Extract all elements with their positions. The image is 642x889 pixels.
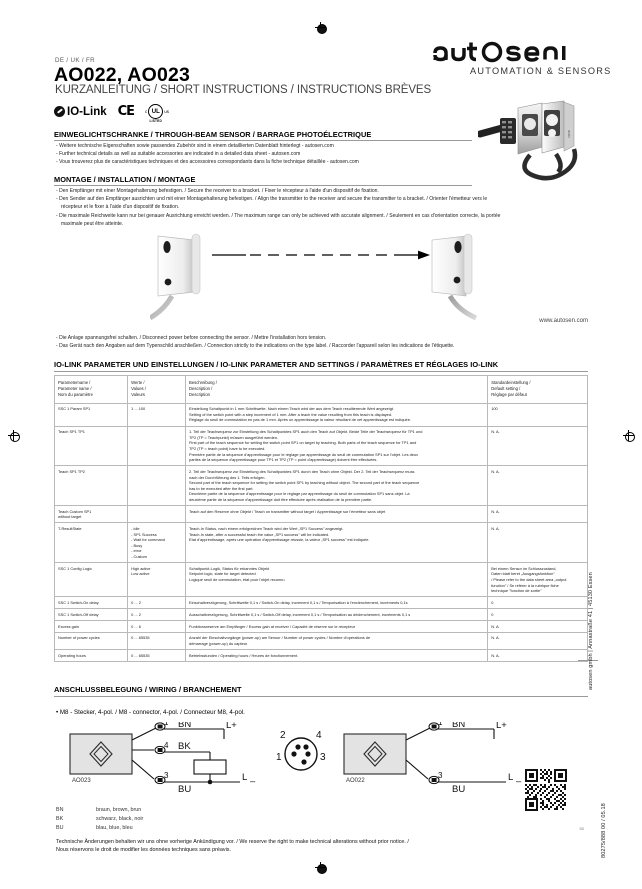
iolink-section-heading: IO-LINK PARAMETER UND EINSTELLUNGEN / IO-LINK PARAMETER AND SETTINGS / PARAMÈTRES ET RÉGLAGES IO-LINK xyxy=(54,360,499,369)
param-default-cell xyxy=(488,597,588,609)
cell-line: 2. Teil der Teachsequenz zur Einstellung des Schaltpunktes SP1 durch den Teach ohne Objekt. Der 2. Teil der Teachsequenz muss xyxy=(189,468,415,474)
cell-line: Teach-In Status, nach einem erfolgreichen Teach wird der Wert „SP1 Success" angezeigt. xyxy=(189,526,344,532)
cell-line: N. A. xyxy=(491,623,500,629)
cell-line: N. A. xyxy=(491,526,500,532)
cell-line: High active xyxy=(131,565,151,571)
cell-line: Setpoint logic, state for target detected xyxy=(189,571,256,577)
table-row xyxy=(55,632,588,649)
cell-line: deuxième partie de la séquence d'apprentissage doit être effectuée après réalisation de la première partie. xyxy=(189,496,373,502)
cell-line: 0 ... 2 xyxy=(131,611,141,617)
table-row xyxy=(55,597,588,609)
cell-line: Low active xyxy=(131,571,150,577)
disclaimer-line-2: Nous réservons le droit de modifier les données techniques sans préavis. xyxy=(56,847,231,854)
cell-line: Operating hours xyxy=(58,652,86,658)
pin-4-label: 4 xyxy=(316,730,322,741)
cell-line: T-ResultState xyxy=(58,526,82,532)
column-header-line: Standardeinstellung / xyxy=(491,380,531,385)
cell-line: Einstellung Schaltpunkt in 1 mm Schrittweite. Nach einem Teach wird der aus dem Teach resultierende Wert angezeigt. xyxy=(189,406,395,412)
wiring-diagram-ao023 xyxy=(70,722,256,795)
cell-line: N. A. xyxy=(491,429,500,435)
svg-text:L: L xyxy=(242,772,248,783)
svg-text:3: 3 xyxy=(164,771,169,780)
cell-line: démarrage (power-up) du capteur xyxy=(189,640,248,646)
cell-line: - idle xyxy=(131,526,140,532)
mounting-section-rule xyxy=(54,185,472,186)
sensor-section-heading: EINWEGLICHTSCHRANKE / THROUGH-BEAM SENSOR / BARRAGE PHOTOÉLECTRIQUE xyxy=(54,130,372,139)
param-values-cell xyxy=(128,506,186,523)
cell-line: 0 ... 6 xyxy=(131,623,141,629)
mounting-bullet-1: - Den Empfänger mit einer Montagehalterung befestigen. / Secure the receiver to a bracket. / Fixer le récepteur à l'aide d'un dispositif de fixation. xyxy=(56,188,379,194)
param-name-cell xyxy=(55,466,128,506)
cell-line: TP2 (TP = Teachpunkt) müssen ausgeführt werden. xyxy=(189,434,279,440)
param-default-cell xyxy=(488,426,588,466)
column-header xyxy=(186,376,488,404)
param-values-cell xyxy=(128,403,186,426)
cell-line: N. A. xyxy=(491,508,500,514)
company-address: autosen gmbh | Annastraße 41 | 45130 Essen xyxy=(588,572,594,690)
autosen-logo xyxy=(431,40,586,64)
cell-line: Funktionsreserve am Empfänger / Excess gain at receiver / Capacité de réserve sur le récepteur xyxy=(189,623,356,629)
svg-text:BU: BU xyxy=(178,784,192,795)
wiring-diagrams xyxy=(54,722,524,809)
cell-line: Bei einem Sensor im Schlusszustand, xyxy=(491,565,557,571)
param-name-cell xyxy=(55,632,128,649)
param-values-cell xyxy=(128,650,186,662)
svg-text:BN: BN xyxy=(178,722,192,730)
cell-line: 0 ... 65535 xyxy=(131,635,150,641)
param-values-cell xyxy=(128,620,186,632)
param-name-cell xyxy=(55,620,128,632)
cell-line: SSC 1 Config Logic xyxy=(58,565,92,571)
param-name-cell xyxy=(55,403,128,426)
cell-line: Setting of the switch point with a step increment of 1 mm. After a teach the value resulting from this teach is displayed. xyxy=(189,411,393,417)
column-header xyxy=(128,376,186,404)
cell-line: Ausschaltverzögerung, Schrittweite 0,1 s / Switch-Off delay, increment 0,1 s / Temporisation au déclenchement, incréments 0,1 s xyxy=(189,611,411,617)
mounting-bullet-3-cont: maximale peut être atteinte. xyxy=(61,220,124,227)
param-name-cell xyxy=(55,597,128,609)
iolink-section-rule xyxy=(54,371,588,372)
ul-listed-label: LISTED xyxy=(149,118,163,123)
param-default-cell xyxy=(488,650,588,662)
param-description-cell xyxy=(186,563,488,597)
legend-text: blau, blue, bleu xyxy=(96,825,133,832)
transmitter-body xyxy=(150,234,200,318)
cell-line: Excess gain xyxy=(58,623,79,629)
column-header xyxy=(55,376,128,404)
website-url: www.autosen.com xyxy=(539,318,588,324)
param-description-cell xyxy=(186,597,488,609)
wiring-section-heading: ANSCHLUSSBELEGUNG / WIRING / BRANCHEMENT xyxy=(54,685,242,694)
page-title: AO022, AO023 xyxy=(54,64,191,86)
ul-ring-icon xyxy=(148,104,163,123)
cell-line: Teach-In state, after a successful teach the value „SP1 success" will be indicated. xyxy=(189,531,330,537)
table-row xyxy=(55,523,588,563)
cell-line: nach der Durchführung des 1. Teils erfolgen. xyxy=(189,474,266,480)
mounting-bullet-2-cont: récepteur et le fixer à l'aide d'un dispositif de fixation. xyxy=(61,204,180,211)
column-header-line: Default setting / xyxy=(491,386,521,392)
table-row xyxy=(55,426,588,466)
pin-3-label: 3 xyxy=(320,752,326,763)
cell-line: - Wait for command xyxy=(131,537,165,543)
cell-line: Daten blatt beret „Ausgangsfunktion" xyxy=(491,571,555,577)
cell-line: Teach auf den Reserve ohne Objekt / Teach on transmitter without target / Apprentissage sur l'émetteur sans objet xyxy=(189,508,386,514)
param-description-cell xyxy=(186,620,488,632)
svg-text:BN: BN xyxy=(452,722,466,730)
column-header-line: Parameter name / xyxy=(58,386,92,392)
cell-line: 1 ... 100 xyxy=(131,406,146,412)
param-description-cell xyxy=(186,426,488,466)
pin-2-label: 2 xyxy=(280,730,286,741)
svg-text:3: 3 xyxy=(438,771,443,780)
param-description-cell xyxy=(186,466,488,506)
svg-text:L+: L+ xyxy=(226,722,237,731)
cell-line: N. A. xyxy=(491,652,500,658)
cell-line: without target xyxy=(58,514,82,520)
param-name-cell xyxy=(55,563,128,597)
param-description-cell xyxy=(186,609,488,621)
cell-line: has to be executed after the first part. xyxy=(189,485,254,491)
m8-pinout-diagram xyxy=(276,730,326,770)
column-header-line: Valeurs xyxy=(131,392,146,398)
alignment-diagram xyxy=(150,228,510,328)
cell-line: Anzahl der Einschaltvorgänge (power-up) am Sensor / Number of power cycles / Nombre d'opérations de xyxy=(189,635,371,641)
footer-disclaimer xyxy=(56,838,409,855)
param-default-cell xyxy=(488,523,588,563)
device-label-ao022: AO022 xyxy=(346,778,365,784)
mounting-bullet-2: - Den Sender auf den Empfänger ausrichten und mit einer Montagehalterung befestigen. / Align the transmitter to the receiver and secure the transmitter to a bracket. / Orienter l'émetteur vers le xyxy=(56,196,488,203)
disclaimer-line-1: Technische Änderungen behalten wir uns ohne vorherige Ankündigung vor. / We reserve the right to make technical alterations without prior notice. / xyxy=(56,839,409,845)
page-subtitle: KURZANLEITUNG / SHORT INSTRUCTIONS / INSTRUCTIONS BRÈVES xyxy=(55,84,432,96)
cell-line: technique "fonction de sortie" xyxy=(491,588,542,594)
cell-line: Deuxième partie de la séquence d'apprentissage pour le réglage par apprentissage du seuil de commutation SP1 sans objet. La xyxy=(189,491,410,497)
svg-text:L: L xyxy=(508,772,514,783)
column-header-line: Description / xyxy=(189,386,213,392)
param-values-cell xyxy=(128,426,186,466)
svg-text:1: 1 xyxy=(438,722,443,727)
ul-prefix-label: c xyxy=(145,109,148,114)
cell-line: Teach SP1 TP1 xyxy=(58,429,85,435)
param-values-cell xyxy=(128,466,186,506)
param-values-cell xyxy=(128,563,186,597)
device-label-ao023: AO023 xyxy=(72,778,91,784)
table-row xyxy=(55,609,588,621)
io-link-badge xyxy=(54,106,107,118)
product-photo xyxy=(478,100,603,188)
registration-mark-top xyxy=(315,22,326,33)
param-default-cell xyxy=(488,620,588,632)
document-number: 80275/888 00 / 05.18 xyxy=(601,803,607,858)
legend-code: BN xyxy=(56,807,64,813)
io-link-icon xyxy=(54,106,65,117)
cell-line: Réglage du seuil de commutation en pas de 1 mm. Après un apprentissage la valeur résultant de cet apprentissage est indiquée. xyxy=(189,417,411,423)
column-header-line: Description xyxy=(189,392,210,398)
cell-line: Teach Custom SP1 xyxy=(58,508,92,514)
svg-text:L+: L+ xyxy=(496,722,507,731)
table-row xyxy=(55,620,588,632)
cell-line: TP2 (TP = teach point) have to be executed. xyxy=(189,445,266,451)
param-name-cell xyxy=(55,426,128,466)
column-header-line: Beschreibung / xyxy=(189,380,217,385)
param-name-cell xyxy=(55,523,128,563)
cell-line: Etat d'apprentissage, après une opération d'apprentissage réussie, la valeur „SP1 success" est indiquée. xyxy=(189,537,370,543)
cell-line: parties de la séquence d'apprentissage pour TP1 et TP2 (TP = point d'apprentissage) doivent être effectuées. xyxy=(189,457,378,463)
cell-line: 1. Teil der Teachsequenz zur Einstellung des Schaltpunktes SP1 auch den Teach auf Objekt. Beide Teile der Teachsequenz für TP1 und xyxy=(189,429,423,435)
param-description-cell xyxy=(186,650,488,662)
cell-line: 0 xyxy=(491,611,494,617)
beam-arrow xyxy=(212,251,430,260)
svg-text:BU: BU xyxy=(452,784,466,795)
ul-mark-label: UL xyxy=(151,108,160,115)
wiring-connector-note: • M8 - Stecker, 4-pol. / M8 - connector, 4-pol. / Connecteur M8, 4-pol. xyxy=(56,709,245,716)
brand-tagline: AUTOMATION & SENSORS xyxy=(470,66,612,76)
sensor-section-bullets xyxy=(56,142,359,167)
cell-line: - SP1 Success xyxy=(131,531,157,537)
sensor-bullet-de: - Weitere technische Eigenschaften sowie passendes Zubehör sind in einem detaillierten Datenblatt hinterlegt - autosen.com xyxy=(56,143,334,149)
legend-row xyxy=(56,824,143,833)
sensor-bullet-fr: - Vous trouverez plus de caractéristiques techniques et des accessoires correspondants dans la fiche technique détaillée - autosen.com xyxy=(56,159,359,166)
svg-text:–: – xyxy=(250,776,256,787)
sensor-section-rule xyxy=(54,140,472,141)
table-row xyxy=(55,563,588,597)
column-header-line: Werte / xyxy=(131,380,145,385)
page-number: 50 xyxy=(579,826,584,831)
svg-text:1: 1 xyxy=(164,722,169,727)
param-values-cell xyxy=(128,597,186,609)
mounting-bullet-3: - Die maximale Reichweite kann nur bei genauer Ausrichtung erreicht werden. / The maximum range can only be achieved with accurate alignment. / Seulement en cas d'orientation correcte, la portée xyxy=(56,212,501,219)
param-name-cell xyxy=(55,506,128,523)
mounting-note-2: - Das Gerät nach den Angaben auf dem Typenschild anschließen. / Connection strictly to the indications on the type label. / Raccorder l'appareil selon les indications de l'étiquette. xyxy=(56,343,455,350)
param-description-cell xyxy=(186,632,488,649)
table-row xyxy=(55,403,588,426)
cell-line: N. A. xyxy=(491,468,500,474)
registration-mark-left xyxy=(8,430,19,441)
param-name-cell xyxy=(55,609,128,621)
cell-line: 100 xyxy=(491,406,498,412)
cell-line: - Custom xyxy=(131,554,147,560)
svg-text:BK: BK xyxy=(178,741,191,752)
cell-line: 0 ... 65535 xyxy=(131,652,150,658)
cell-line: / Please refer to the data sheet area „output xyxy=(491,576,567,582)
param-default-cell xyxy=(488,632,588,649)
cell-line: Première partie de la séquence d'apprentissage pour le réglage par apprentissage du seuil de commutation SP1 sur l'objet. Les deux xyxy=(189,451,419,457)
registration-mark-right xyxy=(623,430,634,441)
sensor-bullet-en: - Further technical details as well as suitable accessories are indicated in a detailed data sheet - autosen.com xyxy=(56,151,301,158)
legend-code: BU xyxy=(56,825,64,832)
cell-line: - Busy xyxy=(131,542,143,548)
language-codes: DE / UK / FR xyxy=(55,57,95,64)
legend-text: braun, brown, brun xyxy=(96,807,142,813)
cell-line: - error xyxy=(131,548,142,554)
certification-badges xyxy=(54,104,169,123)
svg-text:–: – xyxy=(516,776,522,787)
param-description-cell xyxy=(186,506,488,523)
wiring-section-rule xyxy=(54,696,588,697)
param-default-cell xyxy=(488,466,588,506)
cell-line: Second part of the teach sequence for setting the switch point SP1 by teaching without object. The second part of the teach sequence xyxy=(189,480,420,486)
column-header-line: Parametername / xyxy=(58,380,91,385)
cell-line: Einschaltverzögerung, Schrittweite 0,1 s / Switch-On delay, increment 0,1 s / Temporisation à l'enclenchement, incréments 0,1s xyxy=(189,599,408,605)
column-header xyxy=(488,376,588,404)
ul-listed-mark xyxy=(145,104,169,123)
mounting-section-notes xyxy=(56,334,454,350)
table-row xyxy=(55,650,588,662)
column-header-line: Nom du paramètre xyxy=(58,392,93,398)
legend-code: BK xyxy=(56,816,64,823)
mounting-section-bullets xyxy=(56,187,500,228)
registration-mark-bottom xyxy=(315,862,326,873)
cell-line: N. A. xyxy=(491,635,500,641)
receiver-body xyxy=(432,234,476,318)
table-header-row xyxy=(55,376,588,404)
ce-mark-icon: CE xyxy=(117,104,135,119)
param-default-cell xyxy=(488,506,588,523)
ul-suffix-label: us xyxy=(164,109,169,114)
legend-text: schwarz, black, noir xyxy=(96,816,144,823)
table-row xyxy=(55,506,588,523)
iolink-parameter-table xyxy=(54,375,588,662)
cell-line: Schaltpunkt-Logik, Status für erkanntes Objekt xyxy=(189,565,270,571)
wire-color-legend xyxy=(56,806,143,834)
param-description-cell xyxy=(186,523,488,563)
param-description-cell xyxy=(186,403,488,426)
mounting-note-1: - Die Anlage spannungsfrei schalten. / Disconnect power before connecting the sensor. / Mettre l'installation hors tension. xyxy=(56,335,327,341)
cell-line: First part of the teach sequence for setting the switch point SP1 on target by teaching. Both parts of the teach sequence for TP1 and xyxy=(189,440,417,446)
column-header-line: Values / xyxy=(131,386,146,392)
column-header-line: Réglage par défaut xyxy=(491,392,527,398)
cell-line: 0 xyxy=(491,599,494,605)
param-default-cell xyxy=(488,563,588,597)
wiring-diagram-ao022 xyxy=(344,722,522,795)
mounting-section-heading: MONTAGE / INSTALLATION / MONTAGE xyxy=(54,175,196,184)
legend-row xyxy=(56,815,143,824)
param-default-cell xyxy=(488,609,588,621)
cell-line: SSC 1 Switch-On delay xyxy=(58,599,99,605)
cell-line: SSC 1 Switch-Off delay xyxy=(58,611,99,617)
cell-line: 0 ... 2 xyxy=(131,599,141,605)
cell-line: Logique seuil de commutation, état pour l'objet reconnu xyxy=(189,576,285,582)
param-values-cell xyxy=(128,523,186,563)
param-name-cell xyxy=(55,650,128,662)
svg-text:auto: auto xyxy=(567,130,572,138)
cell-line: Number of power cycles xyxy=(58,635,100,641)
cell-line: Teach SP1 TP2 xyxy=(58,468,85,474)
cell-line: function" / Se référer à la rubrique fiche xyxy=(491,582,559,588)
cell-line: Betriebsstunden / Operating hours / Heures de fonctionnement. xyxy=(189,652,299,658)
qr-code xyxy=(524,768,568,812)
param-default-cell xyxy=(488,403,588,426)
legend-row xyxy=(56,806,143,815)
pin-1-label: 1 xyxy=(276,752,282,763)
cell-line: SSC 1 Param SP1 xyxy=(58,406,91,412)
table-row xyxy=(55,466,588,506)
io-link-label: IO-Link xyxy=(67,105,107,118)
param-values-cell xyxy=(128,609,186,621)
param-values-cell xyxy=(128,632,186,649)
svg-text:4: 4 xyxy=(164,741,169,750)
